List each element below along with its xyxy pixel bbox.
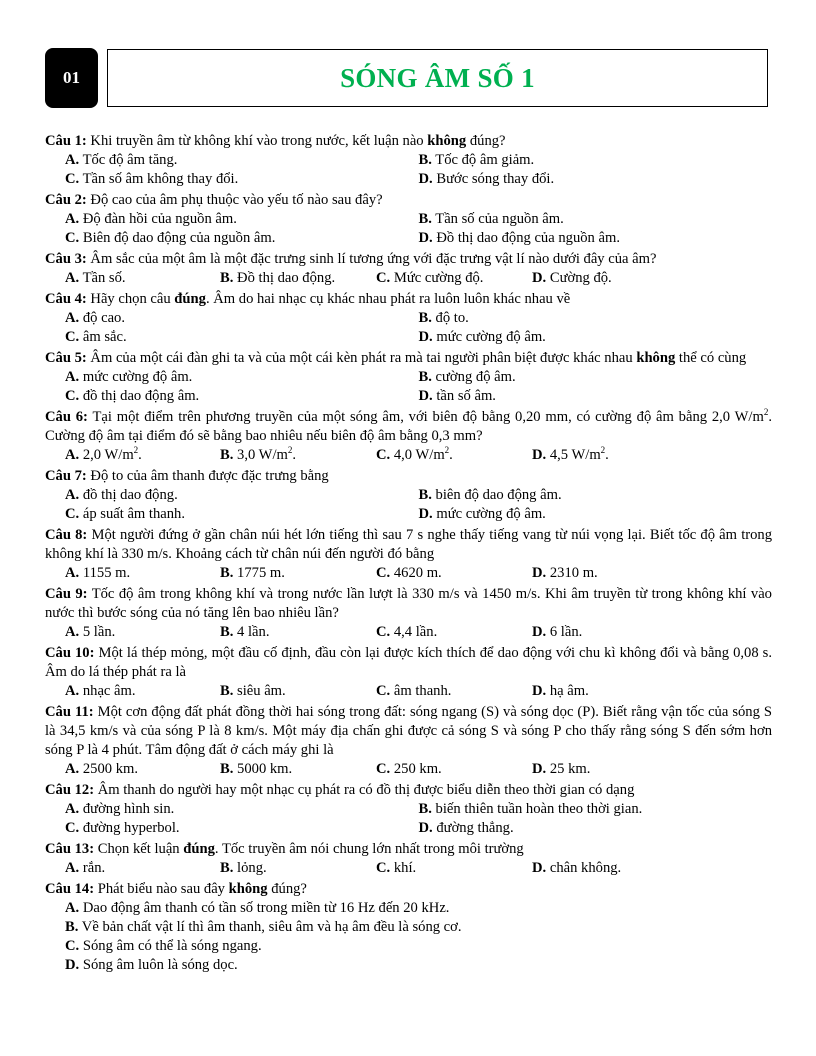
answer-option[interactable] [376, 859, 532, 878]
answer-option[interactable] [65, 682, 220, 701]
option-letter: D. [532, 447, 547, 463]
answer-option[interactable] [65, 899, 772, 918]
answer-options [45, 859, 772, 878]
option-text: đồ thị dao động. [82, 487, 178, 503]
answer-option[interactable] [65, 937, 772, 956]
option-text: áp suất âm thanh. [82, 506, 185, 522]
answer-options [45, 682, 772, 701]
question [45, 781, 772, 838]
answer-option[interactable] [376, 623, 532, 642]
option-letter: A. [65, 369, 80, 385]
answer-option[interactable] [65, 210, 419, 229]
option-text: đồ thị dao động âm. [82, 388, 200, 404]
option-text: Tần số của nguồn âm. [435, 211, 564, 227]
answer-option[interactable] [65, 760, 220, 779]
answer-option[interactable] [220, 760, 376, 779]
page-title: SÓNG ÂM SỐ 1 [340, 62, 535, 93]
option-text: Tần số âm không thay đổi. [82, 171, 239, 187]
answer-option[interactable] [65, 819, 419, 838]
option-letter: C. [65, 329, 80, 345]
option-letter: D. [532, 565, 547, 581]
answer-options [45, 210, 772, 248]
option-letter: B. [220, 624, 234, 640]
question-stem: Âm sắc của một âm là một đặc trưng sinh lí tương ứng với đặc trưng vật lí nào dưới đây của âm? [86, 251, 657, 267]
question-label: Câu 4: [45, 291, 87, 307]
option-letter: A. [65, 683, 80, 699]
option-letter: B. [418, 310, 432, 326]
option-letter: C. [65, 230, 80, 246]
option-text: Về bản chất vật lí thì âm thanh, siêu âm và hạ âm đều là sóng cơ. [81, 919, 462, 935]
option-letter: A. [65, 487, 80, 503]
question-list [45, 132, 772, 977]
option-letter: D. [418, 171, 433, 187]
question-label: Câu 6: [45, 409, 88, 425]
option-text: Bước sóng thay đổi. [436, 171, 555, 187]
answer-option[interactable] [532, 269, 732, 288]
question [45, 703, 772, 779]
question-stem-end: . Cường độ âm tại điểm đó sẽ bằng bao nhiêu nếu biên độ âm bằng 0,3 mm? [45, 409, 772, 444]
answer-option[interactable] [376, 760, 532, 779]
option-letter: D. [418, 329, 433, 345]
answer-option[interactable] [65, 368, 419, 387]
option-text: biên độ dao động âm. [435, 487, 562, 503]
option-letter: A. [65, 624, 80, 640]
option-text: đường hyperbol. [82, 820, 180, 836]
answer-option[interactable] [419, 387, 773, 406]
option-letter: B. [65, 919, 79, 935]
answer-option[interactable] [419, 328, 773, 347]
question-emphasis: đúng [183, 841, 215, 857]
question [45, 526, 772, 583]
question-stem: Phát biểu nào sau đây [94, 881, 229, 897]
option-text: hạ âm. [549, 683, 589, 699]
question [45, 191, 772, 248]
option-text: chân không. [549, 860, 622, 876]
option-letter: A. [65, 565, 80, 581]
option-letter: A. [65, 270, 80, 286]
question-emphasis: đúng [174, 291, 206, 307]
question-text [45, 132, 772, 151]
question [45, 290, 772, 347]
question-text [45, 467, 772, 486]
option-text: 2,0 W/m [82, 447, 134, 463]
option-text: mức cường độ âm. [82, 369, 193, 385]
answer-option[interactable] [419, 151, 773, 170]
option-letter: A. [65, 860, 80, 876]
question-label: Câu 2: [45, 192, 87, 208]
question-stem: Chọn kết luận [94, 841, 184, 857]
option-text: Đồ thị dao động. [237, 270, 336, 286]
option-text: biến thiên tuần hoàn theo thời gian. [435, 801, 643, 817]
option-text: 6 lần. [549, 624, 583, 640]
answer-option[interactable] [532, 859, 732, 878]
answer-option[interactable] [65, 170, 419, 189]
answer-option[interactable] [65, 918, 772, 937]
option-letter: B. [418, 211, 432, 227]
option-letter: D. [418, 506, 433, 522]
question-stem: Hãy chọn câu [86, 291, 175, 307]
answer-option[interactable] [65, 151, 419, 170]
question-text [45, 585, 772, 623]
question [45, 585, 772, 642]
option-text: 1775 m. [237, 565, 285, 581]
title-box [107, 49, 768, 107]
question-text [45, 703, 772, 760]
question-stem-end: . Tốc truyền âm nói chung lớn nhất trong môi trường [214, 841, 524, 857]
option-text: Sóng âm có thể là sóng ngang. [82, 938, 262, 954]
question-emphasis: không [427, 133, 467, 149]
option-text: âm sắc. [82, 329, 127, 345]
answer-options [45, 899, 772, 975]
answer-option[interactable] [419, 368, 773, 387]
question [45, 349, 772, 406]
option-letter: C. [376, 565, 391, 581]
option-text: lỏng. [237, 860, 267, 876]
question-label: Câu 1: [45, 133, 87, 149]
option-text: rắn. [82, 860, 106, 876]
question-text [45, 250, 772, 269]
option-letter: D. [532, 761, 547, 777]
option-text: 3,0 W/m [237, 447, 288, 463]
answer-options [45, 309, 772, 347]
option-text: Dao động âm thanh có tần số trong miền từ 16 Hz đến 20 kHz. [82, 900, 450, 916]
question-label: Câu 7: [45, 468, 87, 484]
answer-option[interactable] [220, 859, 376, 878]
answer-option[interactable] [419, 309, 773, 328]
option-letter: A. [65, 152, 80, 168]
option-letter: C. [65, 820, 80, 836]
option-text: Đồ thị dao động của nguồn âm. [436, 230, 620, 246]
option-letter: A. [65, 447, 80, 463]
question-label: Câu 13: [45, 841, 95, 857]
option-text: Mức cường độ. [393, 270, 484, 286]
option-letter: D. [418, 388, 433, 404]
answer-option[interactable] [65, 269, 220, 288]
answer-options [45, 269, 772, 288]
option-text: đường thẳng. [436, 820, 514, 836]
option-letter: B. [220, 860, 234, 876]
option-letter: A. [65, 211, 80, 227]
answer-option[interactable] [419, 229, 773, 248]
option-text: 4 lần. [237, 624, 270, 640]
option-letter: C. [65, 938, 80, 954]
question [45, 132, 772, 189]
question-label: Câu 14: [45, 881, 95, 897]
answer-option[interactable] [65, 486, 419, 505]
answer-option[interactable] [532, 564, 732, 583]
answer-options [45, 800, 772, 838]
option-letter: D. [532, 860, 547, 876]
option-letter: B. [418, 487, 432, 503]
option-letter: A. [65, 761, 80, 777]
question-label: Câu 10: [45, 645, 95, 661]
question-stem-end: đúng? [267, 881, 307, 897]
option-text: 4,5 W/m [549, 447, 601, 463]
option-letter: B. [220, 270, 234, 286]
question [45, 880, 772, 975]
answer-option[interactable] [532, 623, 732, 642]
question-label: Câu 3: [45, 251, 87, 267]
question-text [45, 526, 772, 564]
answer-option[interactable] [220, 564, 376, 583]
answer-options [45, 760, 772, 779]
unit-exponent: 2 [600, 445, 606, 456]
question [45, 250, 772, 288]
option-letter: B. [418, 369, 432, 385]
answer-option[interactable] [419, 170, 773, 189]
answer-option[interactable] [220, 269, 376, 288]
option-letter: C. [376, 683, 391, 699]
answer-option[interactable] [65, 505, 419, 524]
option-letter: D. [532, 683, 547, 699]
option-letter: B. [220, 683, 234, 699]
option-text: đường hình sin. [82, 801, 175, 817]
answer-option[interactable]: A. 2,0 $W/m^2$. [65, 445, 142, 463]
question-stem: Âm thanh do người hay một nhạc cụ phát ra có đồ thị được biểu diễn theo thời gian có dạng [94, 782, 635, 798]
question-stem: Âm của một cái đàn ghi ta và của một cái kèn phát ra mà tai người phân biệt được khác nhau [86, 350, 637, 366]
question-text [45, 408, 772, 446]
option-letter: A. [65, 801, 80, 817]
question [45, 644, 772, 701]
option-text: cường độ âm. [435, 369, 516, 385]
answer-option[interactable] [220, 623, 376, 642]
question-stem-end: thể có cùng [675, 350, 747, 366]
answer-option[interactable]: D. 4,5 $W/m^2$. [532, 445, 609, 463]
option-text: 5 lần. [82, 624, 116, 640]
option-text: tần số âm. [436, 388, 496, 404]
option-text: độ cao. [82, 310, 126, 326]
answer-option[interactable] [65, 387, 419, 406]
question-set-number-badge [45, 48, 98, 108]
option-letter: C. [376, 624, 391, 640]
question-label: Câu 9: [45, 586, 88, 602]
question [45, 840, 772, 878]
option-text: Biên độ dao động của nguồn âm. [82, 230, 276, 246]
answer-option[interactable] [220, 682, 376, 701]
question-label: Câu 11: [45, 704, 94, 720]
answer-option[interactable] [419, 505, 773, 524]
option-text: Độ đàn hồi của nguồn âm. [82, 211, 237, 227]
option-letter: C. [65, 388, 80, 404]
answer-options [45, 486, 772, 524]
option-text: 4620 m. [393, 565, 442, 581]
answer-option[interactable] [65, 800, 419, 819]
answer-option[interactable] [419, 819, 773, 838]
option-text: 250 km. [393, 761, 442, 777]
option-text: âm thanh. [393, 683, 452, 699]
option-text: 5000 km. [237, 761, 293, 777]
question-text [45, 290, 772, 309]
question-stem-end: đúng? [466, 133, 506, 149]
option-text: 4,4 lần. [393, 624, 438, 640]
option-letter: D. [418, 230, 433, 246]
option-text: độ to. [435, 310, 469, 326]
question-stem: Một người đứng ở gần chân núi hét lớn tiếng thì sau 7 s nghe thấy tiếng vang từ núi vọng lại. Biết tốc độ âm trong không khí là 330 m/s. Khoảng cách từ chân núi đến người đó bằng [45, 527, 772, 562]
question-emphasis: không [636, 350, 676, 366]
answer-option[interactable] [419, 486, 773, 505]
answer-option[interactable]: C. 4,0 $W/m^2$. [376, 445, 453, 463]
option-letter: A. [65, 900, 80, 916]
answer-option[interactable] [65, 229, 419, 248]
question-stem: Độ cao của âm phụ thuộc vào yếu tố nào sau đây? [86, 192, 383, 208]
option-text: Tốc độ âm giảm. [435, 152, 535, 168]
option-letter: B. [418, 152, 432, 168]
answer-option[interactable] [376, 269, 532, 288]
option-text: nhạc âm. [82, 683, 136, 699]
answer-option[interactable]: B. 3,0 $W/m^2$. [220, 445, 297, 463]
option-text: siêu âm. [237, 683, 286, 699]
question-stem: Khi truyền âm từ không khí vào trong nước, kết luận nào [86, 133, 428, 149]
answer-option[interactable] [65, 623, 220, 642]
option-text: mức cường độ âm. [436, 506, 546, 522]
answer-option[interactable] [65, 859, 220, 878]
question-stem: Tốc độ âm trong không khí và trong nước lần lượt là 330 m/s và 1450 m/s. Khi âm truyền từ trong không khí vào nước thì bước sóng của nó tăng lên bao nhiêu lần? [45, 586, 772, 621]
option-text: 4,0 W/m [393, 447, 445, 463]
option-text: 25 km. [549, 761, 591, 777]
answer-options [45, 151, 772, 189]
question-label: Câu 8: [45, 527, 88, 543]
option-letter: D. [532, 624, 547, 640]
answer-options [45, 564, 772, 583]
option-letter: C. [376, 860, 391, 876]
option-letter: C. [376, 761, 391, 777]
option-text: Tần số. [82, 270, 126, 286]
question-text [45, 644, 772, 682]
question-label: Câu 12: [45, 782, 95, 798]
option-letter: A. [65, 310, 80, 326]
question-text [45, 191, 772, 210]
answer-options [45, 623, 772, 642]
unit-exponent: 2 [763, 407, 769, 418]
option-letter: D. [65, 957, 80, 973]
answer-option[interactable] [65, 309, 419, 328]
question-text [45, 840, 772, 859]
answer-option[interactable] [65, 956, 772, 975]
option-letter: B. [220, 447, 234, 463]
question-stem: Độ to của âm thanh được đặc trưng bằng [86, 468, 329, 484]
option-letter: B. [220, 565, 234, 581]
question [45, 467, 772, 524]
question [45, 408, 772, 465]
answer-option[interactable] [419, 800, 773, 819]
option-text: 2310 m. [549, 565, 598, 581]
option-letter: D. [418, 820, 433, 836]
question-text [45, 781, 772, 800]
option-letter: C. [376, 447, 391, 463]
question-set-number: 01 [63, 68, 80, 87]
option-text: Tốc độ âm tăng. [82, 152, 178, 168]
unit-exponent: 2 [444, 445, 450, 456]
option-text: khí. [393, 860, 417, 876]
option-text: Sóng âm luôn là sóng dọc. [82, 957, 238, 973]
answer-option[interactable] [376, 682, 532, 701]
option-letter: B. [418, 801, 432, 817]
unit-exponent: 2 [287, 445, 293, 456]
question-stem: Tại một điểm trên phương truyền của một sóng âm, với biên độ bằng 0,20 mm, có cường độ âm bằng 2,0 W/m [87, 409, 764, 425]
answer-option[interactable] [65, 564, 220, 583]
question-emphasis: không [228, 881, 268, 897]
option-text: Cường độ. [549, 270, 612, 286]
answer-options [45, 446, 772, 465]
answer-option[interactable] [532, 682, 732, 701]
question-text [45, 349, 772, 368]
answer-option[interactable] [419, 210, 773, 229]
answer-option[interactable] [376, 564, 532, 583]
option-text: 2500 km. [82, 761, 138, 777]
question-stem: Một lá thép mỏng, một đầu cố định, đầu còn lại được kích thích để dao động với chu kì không đổi và bằng 0,08 s. Âm do lá thép phát ra là [45, 645, 772, 680]
option-letter: C. [376, 270, 391, 286]
option-letter: B. [220, 761, 234, 777]
question-text [45, 880, 772, 899]
option-letter: C. [65, 171, 80, 187]
option-letter: D. [532, 270, 547, 286]
answer-options [45, 368, 772, 406]
option-text: mức cường độ âm. [436, 329, 546, 345]
unit-exponent: 2 [133, 445, 139, 456]
answer-option[interactable] [532, 760, 732, 779]
answer-option[interactable] [65, 328, 419, 347]
option-text: 1155 m. [82, 565, 131, 581]
question-stem-end: . Âm do hai nhạc cụ khác nhau phát ra luôn luôn khác nhau về [205, 291, 571, 307]
question-label: Câu 5: [45, 350, 87, 366]
option-letter: C. [65, 506, 80, 522]
question-stem: Một cơn động đất phát đồng thời hai sóng trong đất: sóng ngang (S) và sóng dọc (P). Biết rằng vận tốc của sóng S là 34,5 km/s và của sóng P là 8 km/s. Một máy địa chấn ghi được cả sóng S và sóng P cho thấy rằng sóng S đến sớm hơn sóng P là 4 phút. Tâm động đất ở cách máy ghi là [45, 704, 772, 758]
